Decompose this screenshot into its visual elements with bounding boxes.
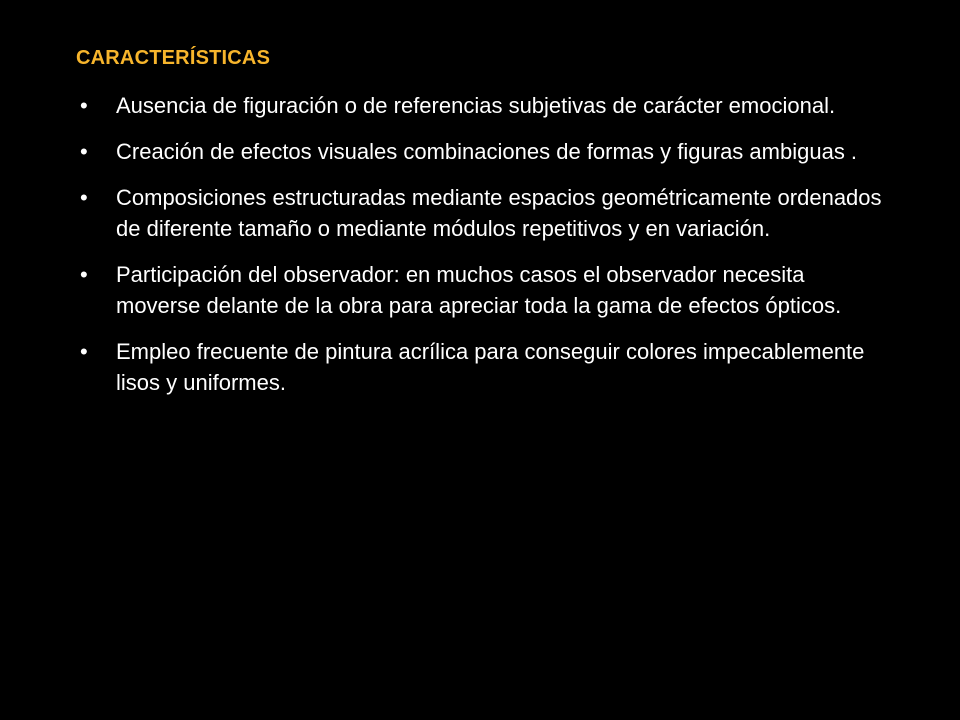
bullet-icon: • <box>80 139 88 164</box>
bullet-item <box>76 136 890 167</box>
bullet-icon: • <box>80 93 88 118</box>
bullet-text: Composiciones estructuradas mediante espacios geométricamente ordenados de diferente tamaño o mediante módulos repetitivos y en variación. <box>116 185 882 241</box>
bullet-list <box>76 90 890 398</box>
slide-title: CARACTERÍSTICAS <box>76 47 271 69</box>
bullet-icon: • <box>80 339 88 364</box>
bullet-icon: • <box>80 262 88 287</box>
bullet-item <box>76 336 890 398</box>
bullet-text: Creación de efectos visuales combinaciones de formas y figuras ambiguas . <box>116 139 858 164</box>
bullet-text: Participación del observador: en muchos casos el observador necesita moverse delante de la obra para apreciar toda la gama de efectos ópticos. <box>116 262 842 318</box>
bullet-item <box>76 182 890 244</box>
bullet-item <box>76 90 890 121</box>
bullet-text: Empleo frecuente de pintura acrílica para conseguir colores impecablemente lisos y uniformes. <box>116 339 865 395</box>
bullet-text: Ausencia de figuración o de referencias subjetivas de carácter emocional. <box>116 93 836 118</box>
bullet-icon: • <box>80 185 88 210</box>
bullet-item <box>76 259 890 321</box>
